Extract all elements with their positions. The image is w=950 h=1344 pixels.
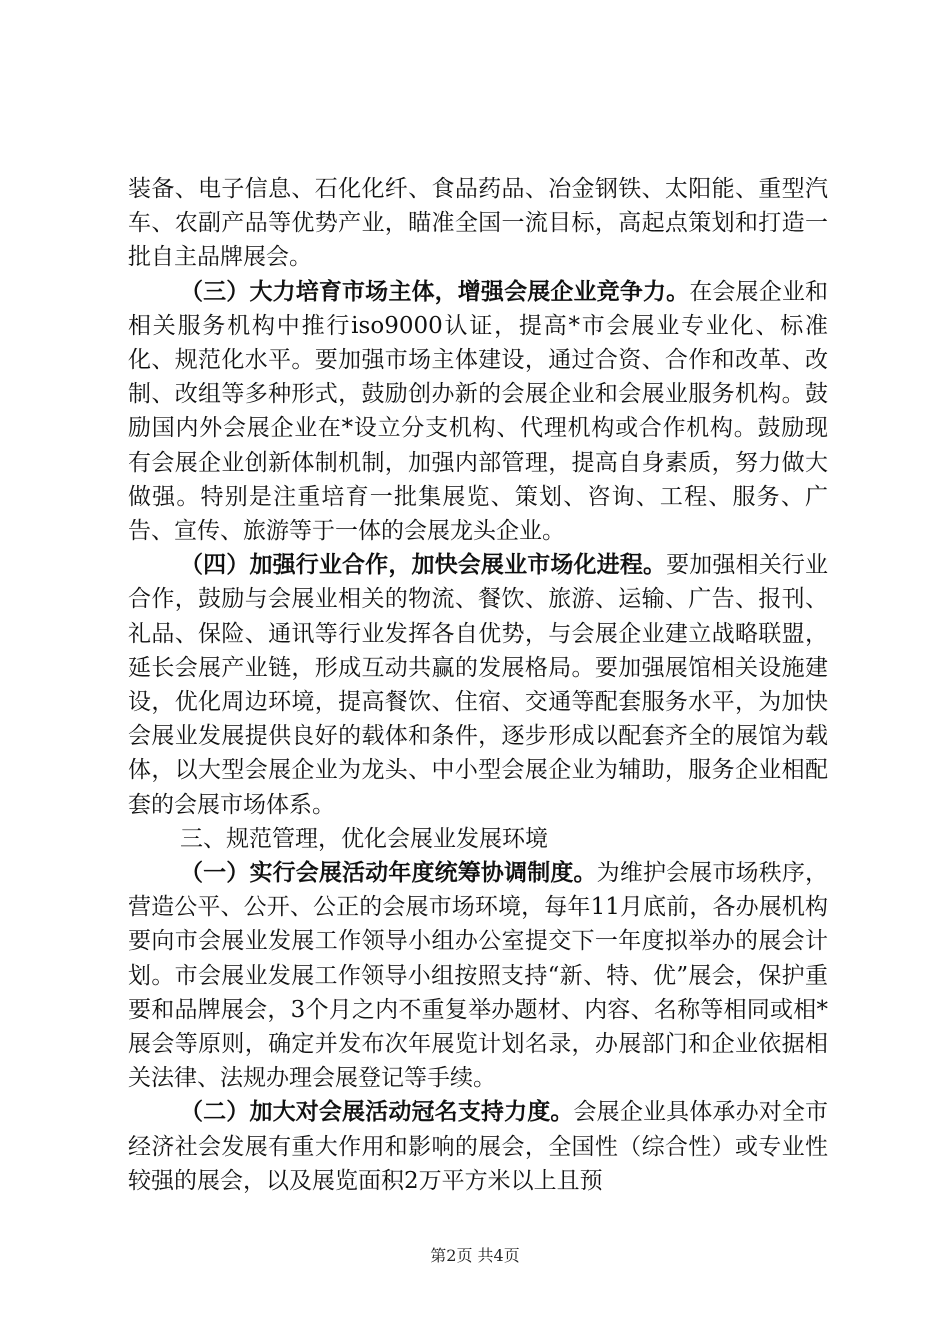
section-title: 三、规范管理，优化会展业发展环境 [180,825,548,852]
paragraph-continuation [128,172,828,275]
paragraph-section-3 [128,275,828,549]
paragraph-text: 要加强相关行业合作，鼓励与会展业相关的物流、餐饮、旅游、运输、广告、报刊、礼品、保险、通讯等行业发挥各自优势，与会展企业建立战略联盟，延长会展产业链，形成互动共赢的发展格局。要加强展馆相关设施建设，优化周边环境，提高餐饮、住宿、交通等配套服务水平，为加快会展业发展提供良好的载体和条件，逐步形成以配套齐全的展馆为载体，以大型会展企业为龙头、中小型会展企业为辅助，服务企业相配套的会展市场体系。 [128,552,829,818]
paragraph-text: 在会展企业和相关服务机构中推行iso9000认证，提高*市会展业专业化、标准化、规范化水平。要加强市场主体建设，通过合资、合作和改革、改制、改组等多种形式，鼓励创办新的会展企业和会展业服务机构。鼓励国内外会展企业在*设立分支机构、代理机构或合作机构。鼓励现有会展企业创新体制机制，加强内部管理，提高自身素质，努力做大做强。特别是注重培育一批集展览、策划、咨询、工程、服务、广告、宣传、旅游等于一体的会展龙头企业。 [128,278,829,545]
paragraph-text: 会展企业具体承办对全市经济社会发展有重大作用和影响的展会，全国性（综合性）或专业性较强的展会，以及展览面积2万平方米以上且预 [128,1099,829,1194]
page-footer: 第2页 共4页 [430,1246,520,1265]
paragraph-text: 为维护会展市场秩序，营造公平、公开、公正的会展市场环境，每年11月底前，各办展机构要向市会展业发展工作领导小组办公室提交下一年度拟举办的展会计划。市会展业发展工作领导小组按照支持“新、特、优”展会，保护重要和品牌展会，3个月之内不重复举办题材、内容、名称等相同或相*展会等原则，确定并发布次年展览计划名录，办展部门和企业依据相关法律、法规办理会展登记等手续。 [128,860,829,1092]
paragraph-subsection-1 [128,856,828,1095]
paragraph-section-4 [128,548,828,822]
paragraph-heading: （一）实行会展活动年度统筹协调制度。 [180,859,597,887]
paragraph-text: 装备、电子信息、石化化纤、食品药品、冶金钢铁、太阳能、重型汽车、农副产品等优势产业，瞄准全国一流目标，高起点策划和打造一批自主品牌展会。 [128,176,828,271]
paragraph-heading: （三）大力培育市场主体，增强会展企业竞争力。 [180,277,690,305]
paragraph-subsection-2 [128,1095,828,1198]
section-heading [128,822,828,856]
paragraph-heading: （二）加大对会展活动冠名支持力度。 [180,1098,574,1126]
paragraph-heading: （四）加强行业合作，加快会展业市场化进程。 [180,551,667,579]
document-body [128,172,828,1198]
